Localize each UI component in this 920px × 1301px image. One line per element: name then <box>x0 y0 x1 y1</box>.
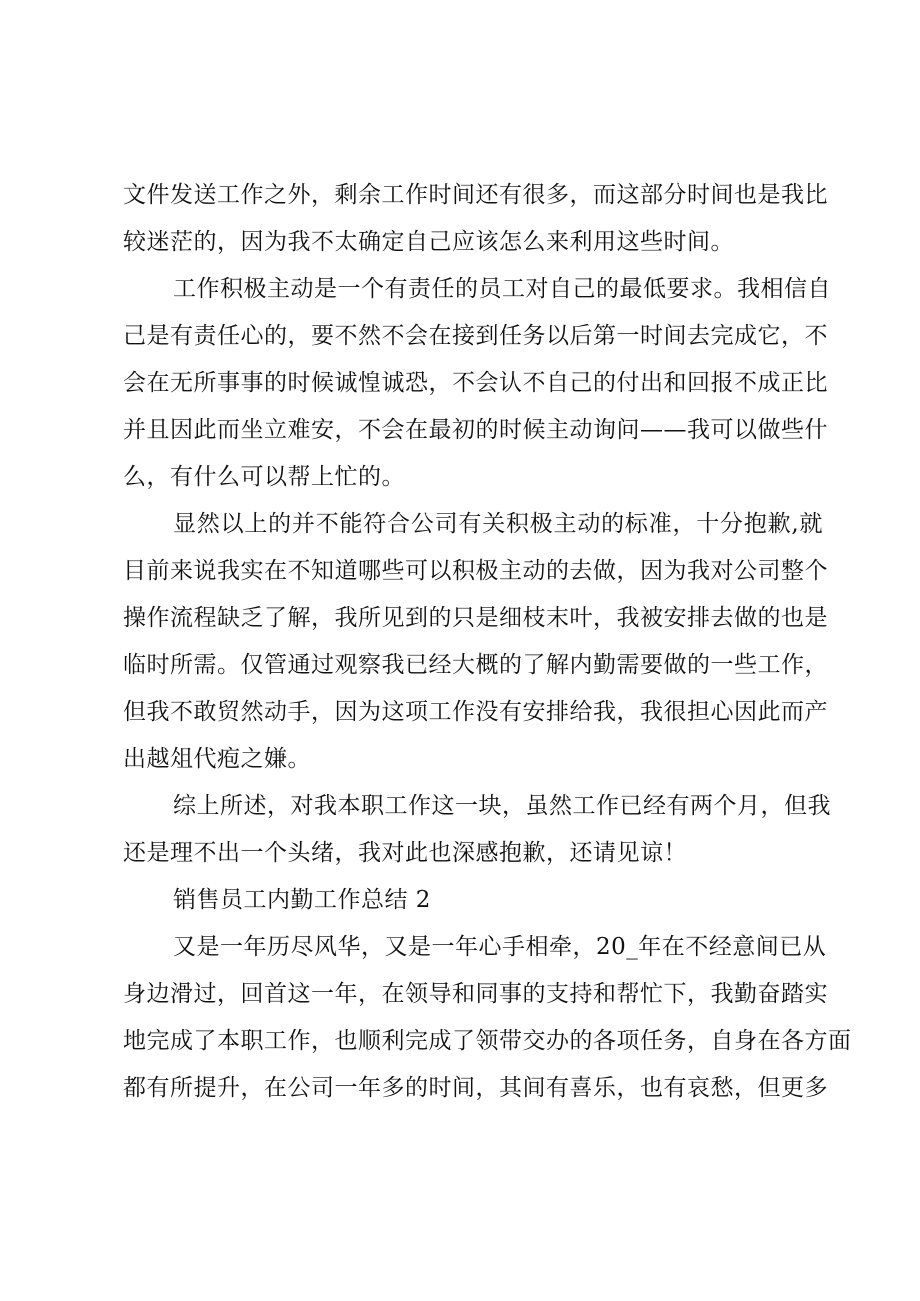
text-line: 临时所需。仅管通过观察我已经大概的了解内勤需要做的一些工作， <box>123 652 828 678</box>
paragraph-4 <box>123 783 831 877</box>
text-line: 但我不敢贸然动手，因为这项工作没有安排给我，我很担心因此而产 <box>123 699 828 725</box>
text-line: 出越俎代疱之嫌。 <box>123 746 311 772</box>
text-line: 会在无所事事的时候诚惶诚恐，不会认不自己的付出和回报不成正比 <box>123 370 828 396</box>
paragraph-5 <box>123 924 852 1112</box>
text-line: 操作流程缺乏了解，我所见到的只是细枝末叶，我被安排去做的也是 <box>123 605 828 631</box>
text-line: 显然以上的并不能符合公司有关积极主动的标准，十分抱歉,就 <box>173 511 823 537</box>
text-line: 身边滑过，回首这一年，在领导和同事的支持和帮忙下，我勤奋踏实 <box>123 981 828 1007</box>
text-line: 较迷茫的，因为我不太确定自己应该怎么来利用这些时间。 <box>123 229 734 255</box>
text-line: 文件发送工作之外，剩余工作时间还有很多，而这部分时间也是我比 <box>123 182 828 208</box>
text-line: 都有所提升，在公司一年多的时间，其间有喜乐，也有哀愁，但更多 <box>123 1075 828 1101</box>
text-line: 地完成了本职工作，也顺利完成了领带交办的各项任务，自身在各方面 <box>123 1028 852 1054</box>
text-line: 还是理不出一个头绪，我对此也深感抱歉，还请见谅！ <box>123 840 687 866</box>
text-line: 己是有责任心的，要不然不会在接到任务以后第一时间去完成它，不 <box>123 323 828 349</box>
document-body <box>123 172 852 1112</box>
paragraph-1 <box>123 172 828 266</box>
text-line: 并且因此而坐立难安，不会在最初的时候主动询问——我可以做些什 <box>123 417 828 443</box>
paragraph-2 <box>123 266 831 501</box>
text-line: 目前来说我实在不知道哪些可以积极主动的去做，因为我对公司整个 <box>123 558 828 584</box>
section-heading <box>123 877 823 924</box>
paragraph-3 <box>123 501 828 783</box>
text-line: 么，有什么可以帮上忙的。 <box>123 464 405 490</box>
text-line: 又是一年历尽风华，又是一年心手相牵，20_年在不经意间已从 <box>173 934 827 960</box>
text-line: 综上所述，对我本职工作这一块，虽然工作已经有两个月，但我 <box>173 793 831 819</box>
text-line: 工作积极主动是一个有责任的员工对自己的最低要求。我相信自 <box>173 276 831 302</box>
section-title: 销售员工内勤工作总结 2 <box>173 887 431 913</box>
